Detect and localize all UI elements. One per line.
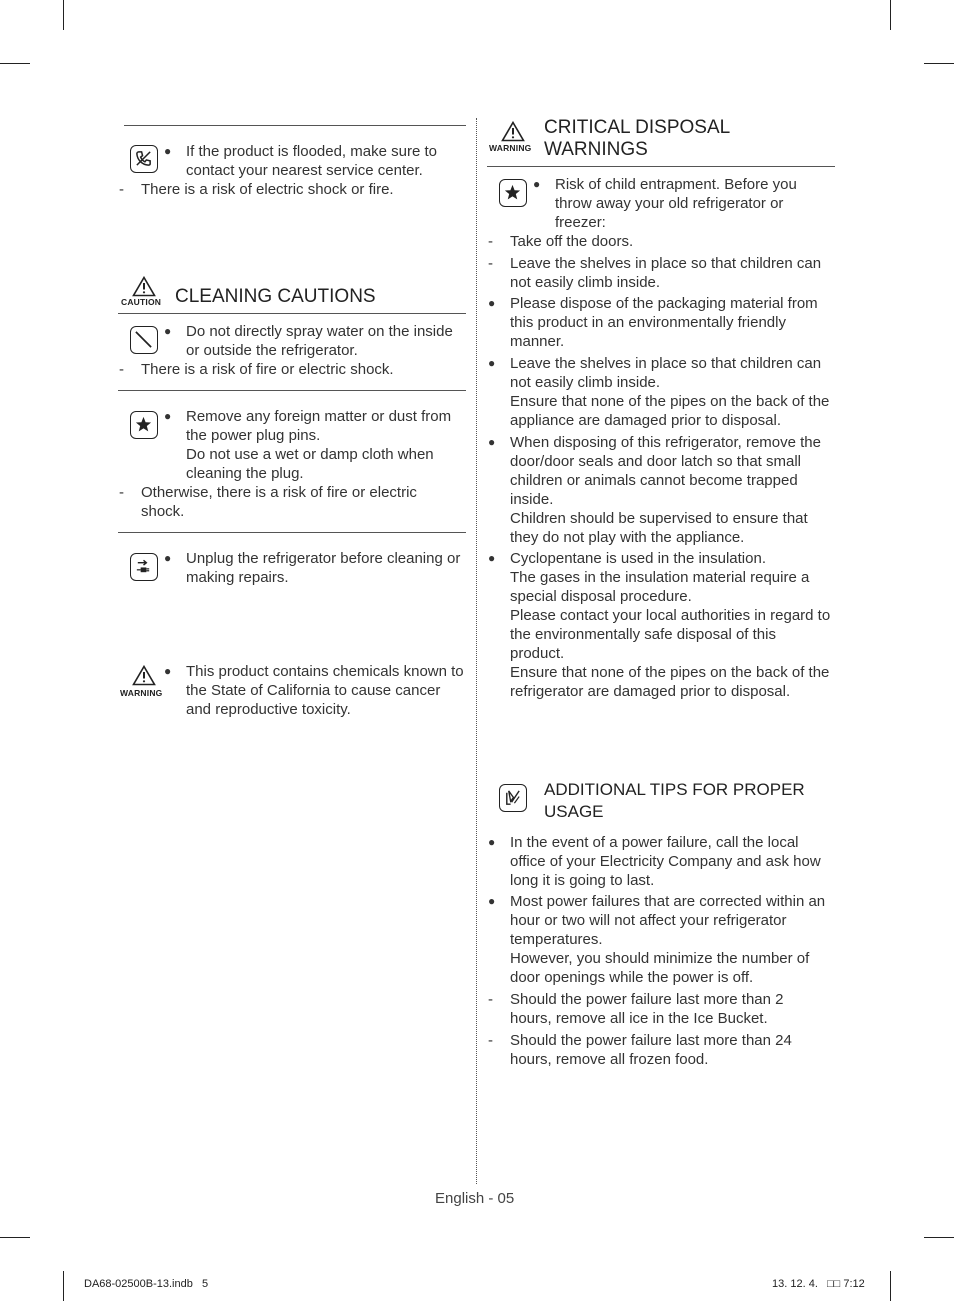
file-name: DA68-02500B-13.indb 5 bbox=[84, 1278, 209, 1290]
spray-dash-text: There is a risk of fire or electric shock. bbox=[141, 361, 394, 378]
tips-d2-text: Should the power failure last more than 24 hours, remove all frozen food. bbox=[510, 1032, 792, 1068]
dash-marker: - bbox=[488, 991, 493, 1008]
disposal-b5-line-2: The gases in the insulation material require a special disposal procedure. bbox=[510, 569, 810, 605]
bullet-marker: ● bbox=[164, 409, 172, 423]
prohibition-icon bbox=[130, 326, 158, 354]
unplug-icon bbox=[130, 553, 158, 581]
disposal-b5-text bbox=[510, 549, 832, 701]
star-icon bbox=[499, 179, 527, 207]
crop-mark bbox=[924, 63, 954, 64]
flood-bullet-text: If the product is flooded, make sure to contact your nearest service center. bbox=[186, 143, 437, 179]
crop-mark bbox=[924, 1237, 954, 1238]
disposal-b3-text bbox=[510, 354, 832, 430]
dash-marker: - bbox=[119, 484, 124, 501]
disposal-b5-line-1: Cyclopentane is used in the insulation. bbox=[510, 550, 766, 567]
caution-label: CAUTION bbox=[121, 297, 162, 307]
dash-marker: - bbox=[488, 255, 493, 272]
additional-tips-heading-line-1: ADDITIONAL TIPS FOR PROPER bbox=[544, 780, 805, 799]
divider bbox=[118, 313, 466, 314]
crop-mark bbox=[63, 0, 64, 30]
timestamp: 13. 12. 4. □□ 7:12 bbox=[772, 1278, 865, 1290]
disposal-b3-line-2: Ensure that none of the pipes on the back of the appliance are damaged prior to disposal. bbox=[510, 393, 830, 429]
crop-mark bbox=[0, 63, 30, 64]
disposal-b1-text: Risk of child entrapment. Before you throw away your old refrigerator or freezer: bbox=[555, 176, 797, 231]
crop-mark bbox=[890, 0, 891, 30]
warning-label: WARNING bbox=[120, 688, 163, 698]
disposal-d2-text: Leave the shelves in place so that children can not easily climb inside. bbox=[510, 255, 822, 291]
plug-bullet-line-2: Do not use a wet or damp cloth when cleaning the plug. bbox=[186, 446, 434, 482]
divider bbox=[118, 390, 466, 391]
disposal-b2-text: Please dispose of the packaging material from this product in an environmentally friendly manner. bbox=[510, 295, 818, 350]
crop-mark bbox=[63, 1271, 64, 1301]
dash-marker: - bbox=[488, 1032, 493, 1049]
bullet-marker: ● bbox=[488, 356, 496, 370]
critical-disposal-heading-line-2: WARNINGS bbox=[544, 139, 648, 160]
bullet-marker: ● bbox=[164, 551, 172, 565]
cleaning-cautions-heading: CLEANING CAUTIONS bbox=[175, 286, 376, 307]
bullet-marker: ● bbox=[164, 144, 172, 158]
warning-triangle-icon bbox=[132, 665, 156, 686]
crop-mark bbox=[890, 1271, 891, 1301]
star-icon bbox=[130, 411, 158, 439]
disposal-b5-line-4: Ensure that none of the pipes on the back of the refrigerator are damaged prior to disposal. bbox=[510, 664, 830, 700]
divider bbox=[118, 532, 466, 533]
disposal-b4-text bbox=[510, 433, 832, 547]
dash-marker: - bbox=[488, 233, 493, 250]
bullet-marker: ● bbox=[488, 551, 496, 565]
critical-disposal-heading bbox=[544, 117, 824, 161]
plug-dash-text: Otherwise, there is a risk of fire or electric shock. bbox=[141, 484, 417, 520]
bullet-marker: ● bbox=[488, 835, 496, 849]
spray-bullet-text: Do not directly spray water on the inside or outside the refrigerator. bbox=[186, 323, 453, 359]
bullet-marker: ● bbox=[164, 324, 172, 338]
divider bbox=[124, 125, 466, 126]
critical-disposal-heading-line-1: CRITICAL DISPOSAL bbox=[544, 117, 731, 138]
note-icon bbox=[499, 784, 527, 812]
disposal-b5-line-3: Please contact your local authorities in regard to the environmentally safe disposal of this product. bbox=[510, 607, 831, 662]
tips-b1-text: In the event of a power failure, call the local office of your Electricity Company and ask how long it is going to last. bbox=[510, 834, 821, 889]
dash-marker: - bbox=[119, 181, 124, 198]
page-number: English - 05 bbox=[435, 1190, 515, 1207]
flood-dash-text: There is a risk of electric shock or fire. bbox=[141, 181, 394, 198]
california-bullet-text: This product contains chemicals known to the State of California to cause cancer and reproductive toxicity. bbox=[186, 663, 464, 718]
disposal-d1-text: Take off the doors. bbox=[510, 233, 634, 250]
disposal-b3-line-1: Leave the shelves in place so that children can not easily climb inside. bbox=[510, 355, 822, 391]
tips-b2-line-1: Most power failures that are corrected within an hour or two will not affect your refrigerator temperatures. bbox=[510, 893, 826, 948]
additional-tips-heading-line-2: USAGE bbox=[544, 802, 604, 821]
plug-bullet-text bbox=[186, 407, 461, 483]
divider bbox=[487, 166, 835, 167]
bullet-marker: ● bbox=[488, 296, 496, 310]
bullet-marker: ● bbox=[164, 664, 172, 678]
disposal-b4-line-1: When disposing of this refrigerator, remove the door/door seals and door latch so that small children or animals cannot become trapped inside. bbox=[510, 434, 821, 508]
caution-triangle-icon bbox=[132, 276, 156, 297]
bullet-marker: ● bbox=[533, 177, 541, 191]
bullet-marker: ● bbox=[488, 435, 496, 449]
bullet-marker: ● bbox=[488, 894, 496, 908]
warning-triangle-icon bbox=[501, 121, 525, 142]
tips-d1-text: Should the power failure last more than 2 hours, remove all ice in the Ice Bucket. bbox=[510, 991, 784, 1027]
column-divider bbox=[476, 118, 477, 1184]
crop-mark bbox=[0, 1237, 30, 1238]
warning-label: WARNING bbox=[489, 143, 532, 153]
disposal-b4-line-2: Children should be supervised to ensure that they do not play with the appliance. bbox=[510, 510, 808, 546]
phone-icon bbox=[130, 145, 158, 173]
unplug-bullet-text: Unplug the refrigerator before cleaning or making repairs. bbox=[186, 550, 461, 586]
plug-bullet-line-1: Remove any foreign matter or dust from the power plug pins. bbox=[186, 408, 452, 444]
tips-b2-text bbox=[510, 892, 832, 987]
additional-tips-heading bbox=[544, 779, 834, 823]
dash-marker: - bbox=[119, 361, 124, 378]
tips-b2-line-2: However, you should minimize the number of door openings while the power is off. bbox=[510, 950, 810, 986]
